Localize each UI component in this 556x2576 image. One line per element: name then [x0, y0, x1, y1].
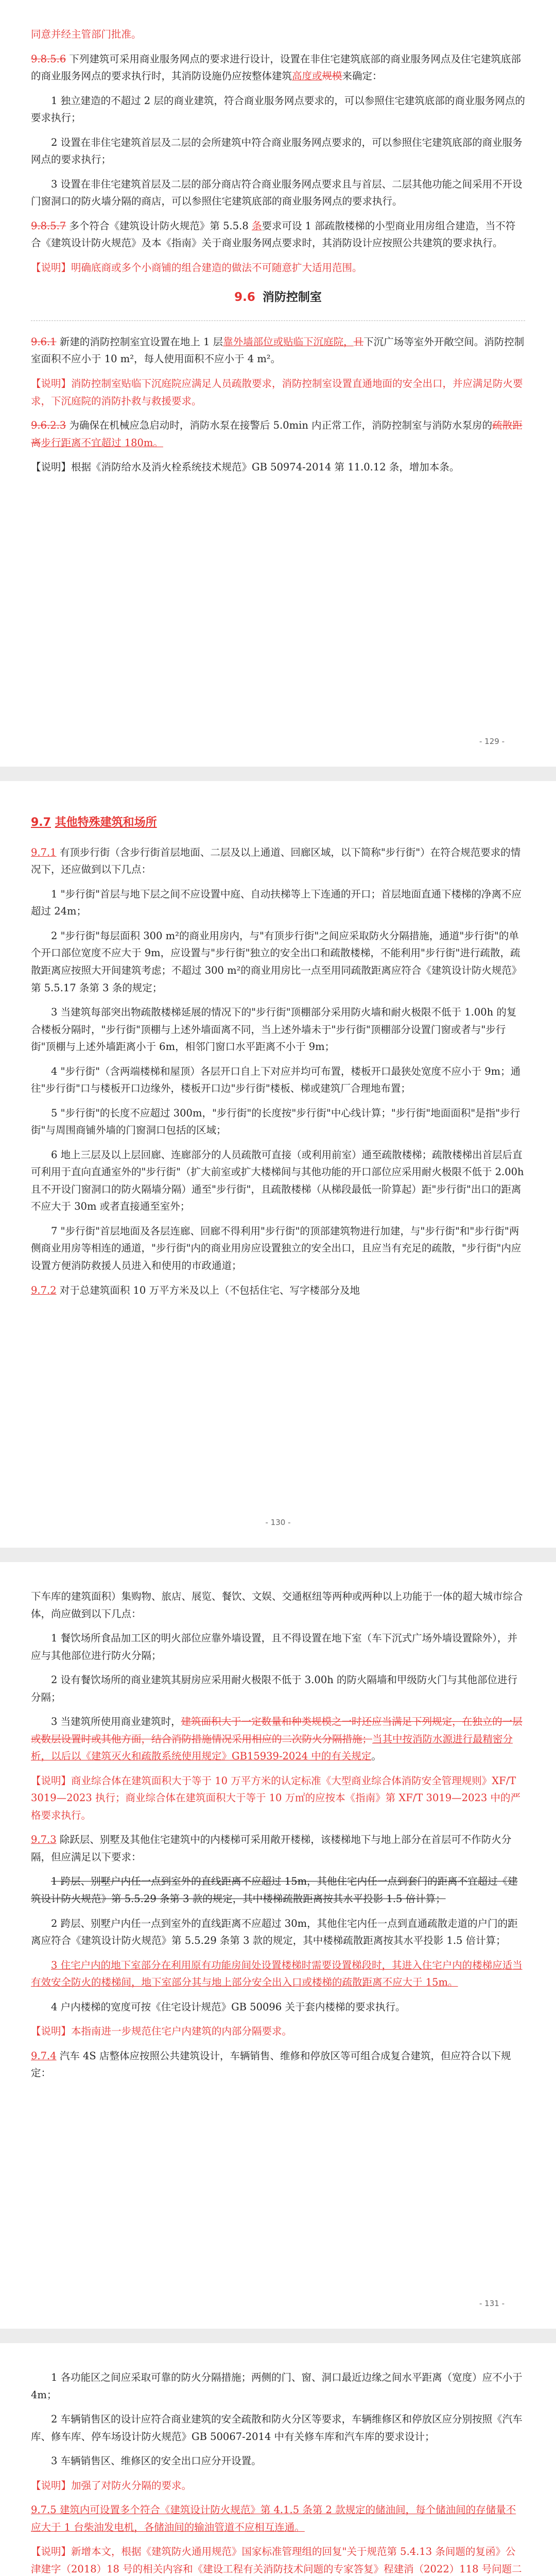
explanation-note: 【说明】商业综合体在建筑面积大于等于 10 万平方米的认定标准《大型商业综合体消防安全管理规则》XF/T 3019—2023 执行；商业综合体在建筑面积大于等于 10 万㎡的应按本《指南》第 XF/T 3019—2023 中的严格要求执行。 [31, 1774, 520, 1821]
clause-9-7-2: 9.7.2 对于总建筑面积 10 万平方米及以上（不包括住宅、写字楼部分及地 [31, 1284, 360, 1296]
clause-9-7-1: 9.7.1 有顶步行街（含步行街首层地面、二层及以上通道、回廊区域，以下简称"步行街"）在符合规范要求的情况下，还应做到以下几点： [31, 846, 521, 876]
page-132 [0, 2343, 556, 2576]
clause-9-7-3: 9.7.3 除跃层、别墅及其他住宅建筑中的内楼梯可采用敞开楼梯，该楼梯地下与地上部分在首层可不作防火分隔，但应满足以下要求： [31, 1834, 512, 1863]
item-1: 1 餐饮场所食品加工区的明火部位应靠外墙设置，且不得设置在地下室（车下沉式广场外墙设置除外），并应与其他部位进行防火分隔； [31, 1632, 517, 1662]
page-content [31, 813, 525, 1299]
divider [31, 320, 525, 321]
item-3: 3 当建筑每部突出物疏散楼梯延展的情况下的"步行街"顶棚部分采用防火墙和耐火极限不低于 1.00h 的复合楼板分隔时，"步行街"顶棚与上述外墙面离不同，当上述外墙未于"步行街"顶棚部分设置门窗或者与"步行街"顶棚与上述外墙距离小于 6m，相邻门窗口水平距离不小于 9m； [31, 1006, 517, 1053]
page-number: - 129 - [479, 737, 505, 746]
item-3: 3 设置在非住宅建筑首层及二层的部分商店符合商业服务网点要求且与首层、二层其他功能之间采用不开设门窗洞口的防火墙分隔的商店，可以参照住宅建筑底部的商业服务网点的要求执行。 [31, 178, 523, 208]
item-2: 2 设置在非住宅建筑首层及二层的会所建筑中符合商业服务网点要求的，可以参照住宅建筑底部的商业服务网点的要求执行； [31, 136, 523, 166]
page-129 [0, 0, 556, 767]
item-2: 2 车辆销售区的设计应符合商业建筑的安全疏散和防火分区等要求，车辆维修区和停放区应分别按照《汽车库、修车库、停车场设计防火规范》GB 50067-2014 中有关修车库和汽车库的要求设计； [31, 2413, 523, 2443]
clause-9-7-4: 9.7.4 汽车 4S 店整体应按照公共建筑设计，车辆销售、维修和停放区等可组合成复合建筑，但应符合以下规定： [31, 2049, 511, 2079]
red-insert: 高度或 [292, 70, 322, 82]
item-2: 2 跨层、别墅户内任一点到室外的直线距离不应超过 30m，其他住宅内任一点到直通疏散走道的户门的距离应符合《建筑设计防火规范》第 5.5.29 条第 3 款的规定，其中楼梯疏散距离按其水平投影 1.5 倍计算； [31, 1917, 518, 1947]
page-131 [0, 1562, 556, 2329]
item-4: 4 "步行街"（含两端楼梯和屋顶）各层开口自上下对应并均可布置，楼板开口最狭处宽度不应小于 9m；通往"步行街"口与楼板开口边缘外，楼板开口边"步行街"楼板、梯或建筑厂合理地布置； [31, 1065, 521, 1095]
clause-9-8-5-6 [31, 50, 525, 85]
item-3: 3 当建筑所使用商业建筑时，建筑面积大于一定数量和种类规模之一时还应当满足下列规定，在独立的一层或数层设置时或其他方面，结合消防措施情况采用相应的二次防火分隔措施；当其中按消防水源进行最精密分析，以后以《建筑灭火和疏散系统使用规定》GB15939-2024 中的有关规定。 [31, 1716, 523, 1762]
item-5: 5 "步行街"的长度不应超过 300m，"步行街"的长度按"步行街"中心线计算；"步行街"地面面积"是指"步行街"与周围商铺外墙的门窗洞口包括的区域； [31, 1107, 520, 1137]
clause-9-6-1: 9.6.1 新建的消防控制室宜设置在地上 1 层靠外墙部位或贴临下沉庭院，且下沉广场等室外开敞空间。消防控制室面积不应小于 10 m²，每人使用面积不应小于 4 m²。 [31, 335, 525, 365]
item-3: 3 车辆销售区、维修区的安全出口应分开设置。 [51, 2455, 262, 2467]
section-heading-9-6: 9.6 消防控制室 [234, 291, 322, 304]
page-number: - 131 - [479, 2299, 505, 2308]
item-6: 6 地上三层及以上层回廊、连廊部分的人员疏散可直接（或利用前室）通至疏散楼梯；疏散楼梯出首层后直可利用于直向直通室外的"步行街"（扩大前室或扩大楼梯间与其他功能的开口部位应采用耐火极限不低于 2.00h 且不开设门窗洞口的防火隔墙分隔）通至"步行街"，且疏散楼梯（从梯段最低一阶算起）距"步行街"出口的距离不应大于 30m 或者直接通至室外； [31, 1148, 524, 1213]
item-7: 7 "步行街"首层地面及各层连廊、回廊不得利用"步行街"的顶部建筑物进行加建，与"步行街"和"步行街"两侧商业用房等相连的通道，"步行街"内的商业用房应设置独立的安全出口，且应当有充足的疏散，"步行街"内应设置方便消防救援人员进入和使用的市政通道； [31, 1225, 522, 1272]
item-3: 3 住宅户内的地下室部分在利用原有功能房间处设置楼梯时需要设置梯段时，其进入住宅户内的楼梯应适当有效安全防火的楼梯间，地下室部分其与地上部分安全出入口或楼梯的疏散距离不应大于 15m。 [31, 1959, 523, 1989]
page-number: - 130 - [265, 1518, 291, 1527]
item-1: 1 各功能区之间应采取可靠的防火分隔措施；两侧的门、窗、洞口最近边缘之间水平距离（宽度）应不小于 4m； [31, 2371, 523, 2401]
explanation-note: 【说明】本指南进一步规范住宅户内建筑的内部分隔要求。 [31, 2025, 292, 2038]
clause-text: 来确定： [342, 70, 383, 82]
item-1: 1 "步行街"首层与地下层之间不应设置中庭、自动扶梯等上下连通的开口；首层地面直通下楼梯的净离不应超过 24m； [31, 888, 522, 918]
section-heading-9-7: 9.7 其他特殊建筑和场所 [31, 816, 157, 829]
item-2: 2 设有餐饮场所的商业建筑其厨房应采用耐火极限不低于 3.00h 的防火隔墙和甲级防火门与其他部位进行分隔； [31, 1674, 517, 1703]
clause-text: 下列建筑可采用商业服务网点的要求进行设计，设置在非住宅建筑底部的商业服务网点及住宅建筑底部的商业服务网点的要求执行时，其消防设施仍应按整体建筑 [31, 53, 521, 82]
item-1: 1 跨层、别墅户内任一点到室外的直线距离不应超过 15m，其他住宅内任一点到套门的距离不宜超过《建筑设计防火规范》第 5.5.29 条第 3 款的规定，其中楼梯疏散距离按其水平投影 1.5 倍计算； [31, 1875, 518, 1905]
explanation-note: 【说明】新增本文，根据《建筑防火通用规范》国家标准管理组的回复"关于规范第 5.4.13 条间题的复函》公津建字（2018）18 号的相关内容和《建设工程有关消防技术问题的专家答复》程建消（2022）118 号问题二 [31, 2546, 522, 2575]
item-1: 1 独立建造的不超过 2 层的商业建筑，符合商业服务网点要求的，可以参照住宅建筑底部的商业服务网点的要求执行； [31, 94, 525, 124]
clause-9-6-2: 9.6.2.3 为确保在机械应急启动时，消防水泵在接警后 5.0min 内正常工作，消防控制室与消防水泵房的疏散距离步行距离不宜超过 180m。 [31, 419, 523, 449]
explanation-note: 【说明】加强了对防火分隔的要求。 [31, 2479, 192, 2492]
clause-9-8-5-7: 9.8.5.7 多个符合《建筑设计防火规范》第 5.5.8 条要求可设 1 部疏散楼梯的小型商业用房组合建造，当不符合《建筑设计防火规范》及本《指南》关于商业服务网点要求时，其消防设计应按照公共建筑的要求执行。 [31, 219, 516, 249]
clause-number: 9.8.5.6 [31, 53, 66, 65]
explanation-note: 【说明】明确底商或多个小商铺的组合建造的做法不可随意扩大适用范围。 [31, 261, 362, 274]
page-content [31, 1588, 525, 2082]
paragraph [31, 26, 525, 43]
item-4: 4 户内楼梯的宽度可按《住宅设计规范》GB 50096 关于套内楼梯的要求执行。 [51, 2001, 406, 2013]
red-deletion: 规模 [322, 70, 342, 82]
clause-9-7-5: 9.7.5 建筑内可设置多个符合《建筑设计防火规范》第 4.1.5 条第 2 款规定的储油间，每个储油间的存储量不应大于 1 台柴油发电机，各储油间的输油管道不应相互连通。 [31, 2504, 516, 2533]
explanation-note: 【说明】根据《消防给水及消火栓系统技术规范》GB 50974-2014 第 11.0.12 条，增加本条。 [31, 461, 460, 473]
item-2: 2 "步行街"每层面积 300 m²的商业用房内，与"有顶步行街"之间应采取防火分隔措施，通道"步行街"的单个开口部位宽度不应大于 9m，应设置与"步行街"独立的安全出口和疏散楼梯，不能利用"步行街"进行疏散，疏散距离应按照大开间建筑考虑；不超过 300 m²的商业用房比一点至用同疏散距离应符合《建筑设计防火规范》第 5.5.17 条第 3 条的规定； [31, 929, 522, 994]
explanation-note: 【说明】消防控制室贴临下沉庭院应满足人员疏散要求，消防控制室设置直通地面的安全出口，并应满足防火要求，下沉庭院的消防扑救与救援要求。 [31, 377, 523, 407]
red-text: 同意并经主管部门批准。 [31, 28, 142, 40]
paragraph: 下车库的建筑面积）集购物、旅店、展览、餐饮、文娱、交通枢纽等两种或两种以上功能于一体的超大城市综合体，尚应做到以下几点： [31, 1590, 523, 1620]
page-content [31, 2369, 525, 2576]
page-130 [0, 781, 556, 1548]
page-content [31, 26, 525, 476]
